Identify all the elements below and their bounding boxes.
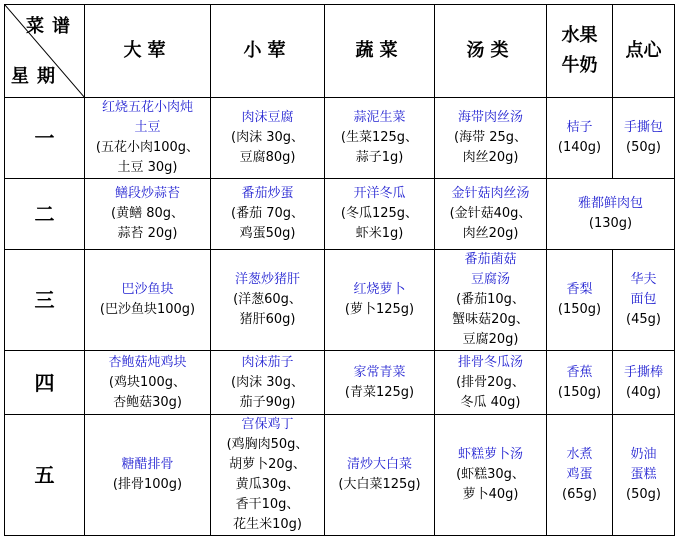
dish-name: 番茄菌菇	[464, 252, 517, 267]
ingredient-line: 猪肝60g)	[239, 312, 296, 327]
dish-name: 水煮	[566, 447, 593, 462]
dish-name: 鸡蛋	[566, 467, 593, 482]
dish-name: 金针菇肉丝汤	[451, 186, 530, 201]
table-row	[5, 250, 675, 351]
corner-label-menu: 菜谱	[26, 16, 78, 37]
ingredient-line: 土豆 30g)	[117, 160, 178, 175]
dish-name: 豆腐汤	[470, 272, 510, 287]
ingredient-line: (洋葱60g、	[233, 292, 302, 307]
ingredient-line: 蟹味菇20g、	[452, 312, 529, 327]
ingredient-line: (海带 25g、	[454, 130, 527, 145]
dahun-cell	[85, 98, 211, 179]
ingredient-line: (140g)	[557, 140, 602, 155]
corner-header-cell	[5, 5, 85, 98]
ingredient-line: (青菜125g)	[344, 384, 415, 400]
ingredient-line: (鸡胸肉50g、	[226, 437, 309, 452]
dish-name: 洋葱炒猪肝	[234, 272, 300, 287]
ingredient-line: (萝卜125g)	[344, 302, 415, 317]
header-dahun: 大荤	[85, 5, 211, 98]
ingredient-line: (65g)	[562, 487, 597, 502]
dish-name: 蛋糕	[630, 467, 657, 482]
table-row	[5, 415, 675, 536]
dish-name: 鳝段炒蒜苔	[114, 186, 180, 201]
tanglei-cell	[435, 351, 547, 415]
ingredient-line: (150g)	[557, 302, 602, 317]
ingredient-line: (虾糕30g、	[456, 467, 525, 482]
ingredient-line: 茄子90g)	[239, 394, 296, 410]
ingredient-line: 香干10g、	[235, 497, 300, 512]
snack-cell	[613, 351, 675, 415]
ingredient-line: (生菜125g、	[340, 130, 419, 145]
xiaohun-cell	[211, 415, 325, 536]
dahun-cell	[85, 351, 211, 415]
dahun-cell	[85, 179, 211, 250]
dish-name: 海带肉丝汤	[457, 110, 523, 125]
header-fruit-line2: 牛奶	[561, 55, 598, 76]
ingredient-line: (40g)	[626, 384, 661, 400]
ingredient-line: 豆腐80g)	[239, 150, 296, 165]
shucai-cell	[325, 250, 435, 351]
ingredient-line: 杏鲍菇30g)	[113, 394, 182, 410]
day-cell: 二	[5, 179, 85, 250]
dahun-cell	[85, 415, 211, 536]
dish-name: 面包	[630, 292, 657, 307]
fruit-cell	[547, 98, 613, 179]
ingredient-line: (排骨20g、	[456, 374, 525, 390]
dahun-cell	[85, 250, 211, 351]
ingredient-line: 蒜子1g)	[355, 150, 404, 165]
ingredient-line: 肉丝20g)	[462, 150, 519, 165]
xiaohun-cell	[211, 98, 325, 179]
header-fruit-line1: 水果	[561, 25, 598, 46]
day-cell: 四	[5, 351, 85, 415]
dish-name: 红烧萝卜	[353, 282, 406, 297]
xiaohun-cell	[211, 351, 325, 415]
tanglei-cell	[435, 415, 547, 536]
ingredient-line: 蒜苔 20g)	[117, 226, 178, 241]
shucai-cell	[325, 415, 435, 536]
dish-name: 排骨冬瓜汤	[457, 354, 523, 370]
snack-cell	[613, 415, 675, 536]
ingredient-line: (巴沙鱼块100g)	[99, 302, 196, 317]
fruit-cell	[547, 415, 613, 536]
shucai-cell	[325, 351, 435, 415]
ingredient-line: (肉沫 30g、	[231, 130, 304, 145]
dish-name: 桔子	[566, 120, 593, 135]
dish-name: 香梨	[566, 282, 593, 297]
dish-name: 肉沫豆腐	[241, 110, 294, 125]
header-shucai: 蔬菜	[325, 5, 435, 98]
ingredient-line: (130g)	[588, 216, 633, 231]
ingredient-line: 虾米1g)	[355, 226, 404, 241]
shucai-cell	[325, 98, 435, 179]
header-fruit-milk	[547, 5, 613, 98]
dish-name: 手撕棒	[623, 364, 663, 380]
ingredient-line: 花生米10g)	[233, 517, 302, 532]
dish-name: 红烧五花小肉炖土豆	[101, 100, 193, 135]
dish-name: 番茄炒蛋	[241, 186, 294, 201]
table-row	[5, 351, 675, 415]
dish-name: 杏鲍菇炖鸡块	[108, 354, 187, 370]
weekly-menu-table	[4, 4, 675, 536]
day-cell: 五	[5, 415, 85, 536]
xiaohun-cell	[211, 250, 325, 351]
ingredient-line: 萝卜40g)	[462, 487, 519, 502]
ingredient-line: (排骨100g)	[112, 477, 183, 492]
header-row	[5, 5, 675, 98]
dish-name: 宫保鸡丁	[241, 417, 294, 432]
tanglei-cell	[435, 179, 547, 250]
ingredient-line: (大白菜125g)	[338, 477, 421, 492]
dish-name: 糖醋排骨	[121, 457, 174, 472]
ingredient-line: 冬瓜 40g)	[460, 394, 521, 410]
ingredient-line: (45g)	[626, 312, 661, 327]
dish-name: 巴沙鱼块	[121, 282, 174, 297]
day-cell: 三	[5, 250, 85, 351]
ingredient-line: (50g)	[626, 487, 661, 502]
xiaohun-cell	[211, 179, 325, 250]
ingredient-line: (冬瓜125g、	[340, 206, 419, 221]
table-row	[5, 179, 675, 250]
fruit-cell	[547, 250, 613, 351]
dish-name: 雅都鲜肉包	[577, 196, 643, 211]
header-tanglei: 汤类	[435, 5, 547, 98]
dish-name: 香蕉	[566, 364, 593, 380]
dish-name: 奶油	[630, 447, 657, 462]
corner-label-weekday: 星期	[11, 66, 63, 87]
ingredient-line: (五花小肉100g、	[95, 140, 200, 155]
dish-name: 开洋冬瓜	[353, 186, 406, 201]
day-cell: 一	[5, 98, 85, 179]
ingredient-line: (肉沫 30g、	[231, 374, 304, 390]
table-row	[5, 98, 675, 179]
ingredient-line: (50g)	[626, 140, 661, 155]
ingredient-line: 黄瓜30g、	[235, 477, 300, 492]
fruit-snack-merged-cell	[547, 179, 675, 250]
header-xiaohun: 小荤	[211, 5, 325, 98]
snack-cell	[613, 98, 675, 179]
dish-name: 肉沫茄子	[241, 354, 294, 370]
snack-cell	[613, 250, 675, 351]
tanglei-cell	[435, 250, 547, 351]
dish-name: 虾糕萝卜汤	[457, 447, 523, 462]
ingredient-line: 豆腐20g)	[462, 332, 519, 347]
dish-name: 清炒大白菜	[346, 457, 412, 472]
dish-name: 蒜泥生菜	[353, 110, 406, 125]
ingredient-line: (鸡块100g、	[108, 374, 187, 390]
fruit-cell	[547, 351, 613, 415]
ingredient-line: (番茄 70g、	[231, 206, 304, 221]
tanglei-cell	[435, 98, 547, 179]
ingredient-line: (金针菇40g、	[449, 206, 532, 221]
ingredient-line: 鸡蛋50g)	[239, 226, 296, 241]
ingredient-line: (番茄10g、	[456, 292, 525, 307]
dish-name: 华夫	[630, 272, 657, 287]
ingredient-line: 肉丝20g)	[462, 226, 519, 241]
header-snack: 点心	[613, 5, 675, 98]
ingredient-line: (黄鳝 80g、	[111, 206, 184, 221]
dish-name: 手撕包	[623, 120, 663, 135]
ingredient-line: 胡萝卜20g、	[229, 457, 306, 472]
shucai-cell	[325, 179, 435, 250]
ingredient-line: (150g)	[557, 384, 602, 400]
dish-name: 家常青菜	[353, 364, 406, 380]
